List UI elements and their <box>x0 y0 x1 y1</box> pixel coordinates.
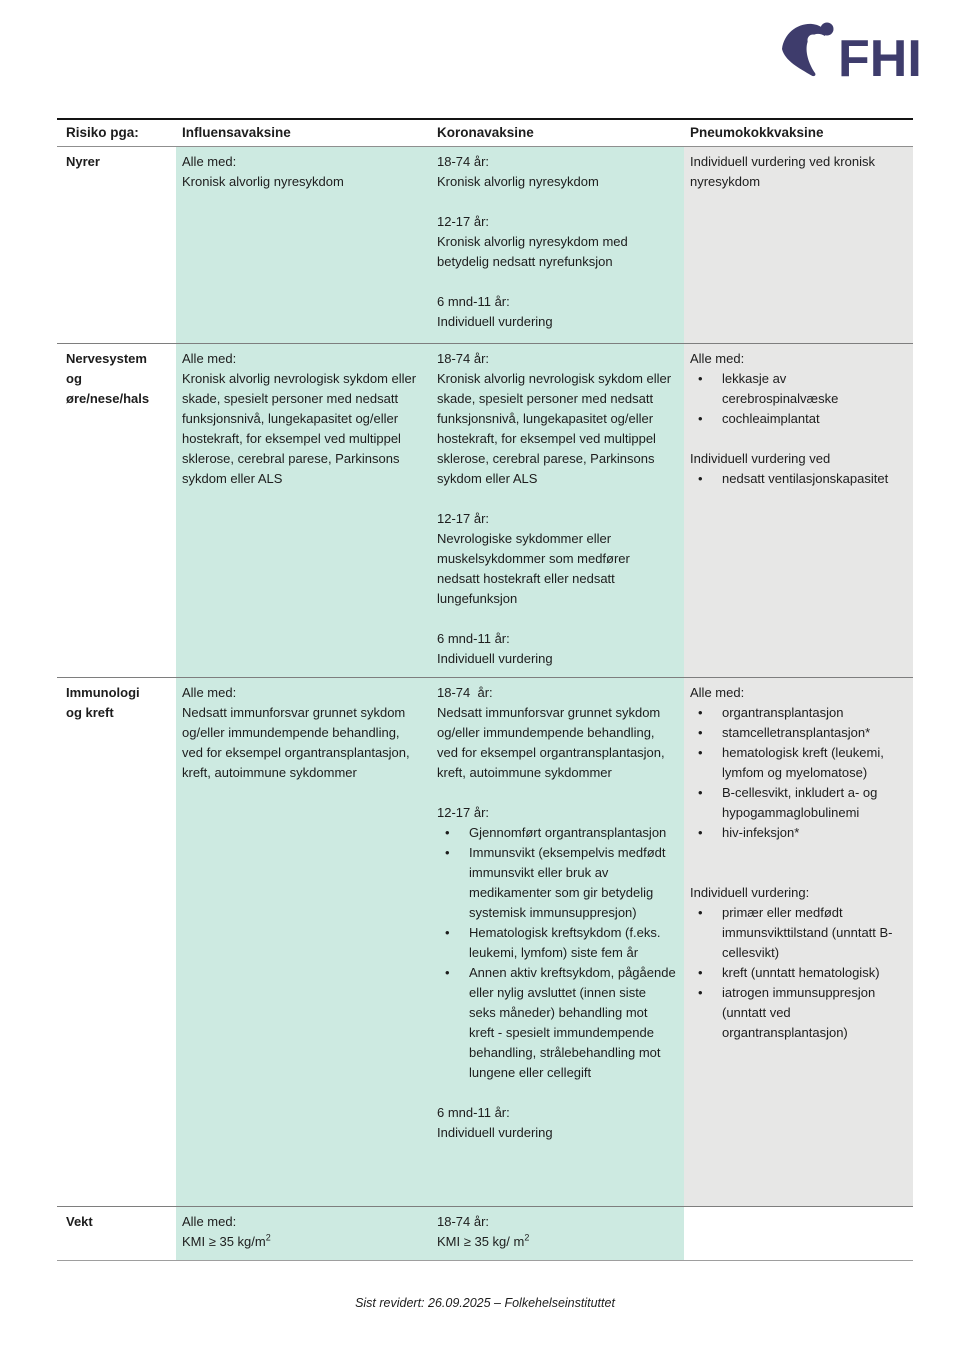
text-line: 18-74 år: <box>437 1214 490 1229</box>
row-label: Immunologi og kreft <box>57 678 176 1206</box>
bullet-icon: • <box>698 965 703 980</box>
text-line: Nedsatt immunforsvar grunnet sykdom og/eller immundempende behandling, ved for eksempel organtransplantasjon, kreft, autoimmune sykdommer <box>182 705 410 780</box>
text-line: 6 mnd-11 år: <box>437 1105 510 1120</box>
bullet-text: kreft (unntatt hematologisk) <box>722 965 880 980</box>
bullet-text: B-cellesvikt, inkludert a- og hypogammaglobulinemi <box>722 785 878 820</box>
text-line: Kronisk alvorlig nyresykdom <box>182 174 344 189</box>
text-line: 18-74 år: <box>437 154 490 169</box>
header-risiko: Risiko pga: <box>57 120 176 146</box>
text-line: KMI ≥ 35 kg/ $m^2$ <box>437 1232 530 1249</box>
bullet-item <box>690 469 905 489</box>
text-line: 6 mnd-11 år: <box>437 294 510 309</box>
bullet-icon: • <box>698 371 703 386</box>
text-line: 18-74 år: <box>437 685 493 700</box>
text-line: Individuell vurdering ved kronisk nyresykdom <box>690 154 875 189</box>
bullet-icon: • <box>698 745 703 760</box>
bullet-item <box>690 369 905 409</box>
bullet-icon: • <box>698 985 703 1000</box>
header-koronavaksine: Koronavaksine <box>431 120 684 146</box>
text-line: Kronisk alvorlig nyresykdom med betydelig nedsatt nyrefunksjon <box>437 234 628 269</box>
bullet-text: organtransplantasjon <box>722 705 844 720</box>
cell-koronavaksine <box>431 147 684 343</box>
cell-koronavaksine <box>431 344 684 677</box>
row-label: Vekt <box>57 1207 176 1260</box>
text-line: KMI ≥ 35 $kg/m^2$ <box>182 1232 271 1249</box>
text-line: Alle med: <box>182 154 237 169</box>
bullet-text: Annen aktiv kreftsykdom, pågående eller nylig avsluttet (innen siste seks måneder) behandling mot kreft - spesielt immundempende behandling, strålebehandling mot lungene eller cellegift <box>469 965 676 1080</box>
text-line: Nedsatt immunforsvar grunnet sykdom og/eller immundempende behandling, ved for eksempel organtransplantasjon, kreft, autoimmune sykdommer <box>437 705 665 780</box>
bullet-item <box>437 843 676 923</box>
bullet-text: Hematologisk kreftsykdom (f.eks. leukemi, lymfom) siste fem år <box>469 925 661 960</box>
table-row <box>57 147 913 344</box>
bullet-icon: • <box>698 725 703 740</box>
text-line: Individuell vurdering <box>437 314 553 329</box>
bullet-item <box>690 409 905 429</box>
row-label: Nyrer <box>57 147 176 343</box>
bullet-icon: • <box>445 825 450 840</box>
bullet-icon: • <box>445 845 450 860</box>
cell-pneumokokkvaksine <box>684 147 913 343</box>
cell-influensavaksine <box>176 678 431 1206</box>
bullet-icon: • <box>445 965 450 980</box>
text-line: Alle med: <box>182 685 237 700</box>
text-line: 12-17 år: <box>437 511 490 526</box>
bullet-item <box>690 823 905 843</box>
text-line: 6 mnd-11 år: <box>437 631 510 646</box>
table-body <box>57 147 913 1261</box>
bullet-item <box>437 923 676 963</box>
row-label: Nervesystem og øre/nese/hals <box>57 344 176 677</box>
cell-pneumokokkvaksine <box>684 344 913 677</box>
fhi-figure-icon <box>772 16 922 86</box>
table-row <box>57 1207 913 1261</box>
text-line: 18-74 år: <box>437 351 490 366</box>
table-row <box>57 344 913 678</box>
text-line: Kronisk alvorlig nyresykdom <box>437 174 599 189</box>
text-line: Nevrologiske sykdommer eller muskelsykdommer som medfører nedsatt hostekraft eller nedsatt lungefunksjon <box>437 531 630 606</box>
text-line: Kronisk alvorlig nevrologisk sykdom eller skade, spesielt personer med nedsatt funksjonsnivå, lungekapasitet og/eller hostekraft, for eksempel ved multippel sklerose, cerebral parese, Parkinsons sykdom eller ALS <box>182 371 417 486</box>
table-row <box>57 678 913 1207</box>
bullet-text: Gjennomført organtransplantasjon <box>469 825 667 840</box>
text-line: Individuell vurdering: <box>690 885 810 900</box>
text-line: Alle med: <box>690 685 745 700</box>
bullet-icon: • <box>698 785 703 800</box>
risk-group-table <box>57 118 913 1261</box>
text-line: 12-17 år: <box>437 214 490 229</box>
bullet-icon: • <box>698 905 703 920</box>
bullet-item <box>690 903 905 963</box>
text-line: Kronisk alvorlig nevrologisk sykdom eller skade, spesielt personer med nedsatt funksjonsnivå, lungekapasitet og/eller hostekraft, for eksempel ved multippel sklerose, cerebral parese, Parkinsons sykdom eller ALS <box>437 371 672 486</box>
bullet-item <box>437 823 676 843</box>
logo-text: FHI <box>838 30 922 86</box>
text-line: Individuell vurdering <box>437 651 553 666</box>
text-line: Alle med: <box>182 351 237 366</box>
cell-influensavaksine <box>176 147 431 343</box>
text-line: Alle med: <box>690 351 745 366</box>
text-line: Individuell vurdering <box>437 1125 553 1140</box>
bullet-text: Immunsvikt (eksempelvis medfødt immunsvikt eller bruk av medikamenter som gir betydelig systemisk immunsuppresjon) <box>469 845 666 920</box>
bullet-icon: • <box>445 925 450 940</box>
fhi-logo <box>772 16 922 86</box>
cell-pneumokokkvaksine <box>684 1207 913 1260</box>
text-line: 12-17 år: <box>437 805 490 820</box>
bullet-icon: • <box>698 705 703 720</box>
bullet-icon: • <box>698 411 703 426</box>
cell-koronavaksine <box>431 1207 684 1260</box>
bullet-item <box>690 963 905 983</box>
cell-influensavaksine <box>176 344 431 677</box>
bullet-item <box>690 743 905 783</box>
bullet-item <box>437 963 676 1083</box>
cell-influensavaksine <box>176 1207 431 1260</box>
table-header-row <box>57 118 913 147</box>
bullet-text: iatrogen immunsuppresjon (unntatt ved organtransplantasjon) <box>722 985 876 1040</box>
text-line: Alle med: <box>182 1214 237 1229</box>
bullet-icon: • <box>698 825 703 840</box>
text-line: Individuell vurdering ved <box>690 451 831 466</box>
bullet-text: primær eller medfødt immunsvikttilstand (unntatt B-cellesvikt) <box>722 905 893 960</box>
bullet-item <box>690 783 905 823</box>
bullet-text: hiv-infeksjon* <box>722 825 800 840</box>
cell-pneumokokkvaksine <box>684 678 913 1206</box>
revision-footer: Sist revidert: 26.09.2025 – Folkehelseinstituttet <box>355 1296 615 1310</box>
cell-koronavaksine <box>431 678 684 1206</box>
bullet-text: stamcelletransplantasjon* <box>722 725 871 740</box>
bullet-text: lekkasje av cerebrospinalvæske <box>722 371 839 406</box>
bullet-item <box>690 983 905 1043</box>
bullet-text: cochleaimplantat <box>722 411 820 426</box>
bullet-item <box>690 703 905 723</box>
bullet-text: nedsatt ventilasjonskapasitet <box>722 471 889 486</box>
bullet-icon: • <box>698 471 703 486</box>
bullet-text: hematologisk kreft (leukemi, lymfom og myelomatose) <box>722 745 884 780</box>
bullet-item <box>690 723 905 743</box>
header-pneumokokkvaksine: Pneumokokkvaksine <box>684 120 913 146</box>
header-influensavaksine: Influensavaksine <box>176 120 431 146</box>
